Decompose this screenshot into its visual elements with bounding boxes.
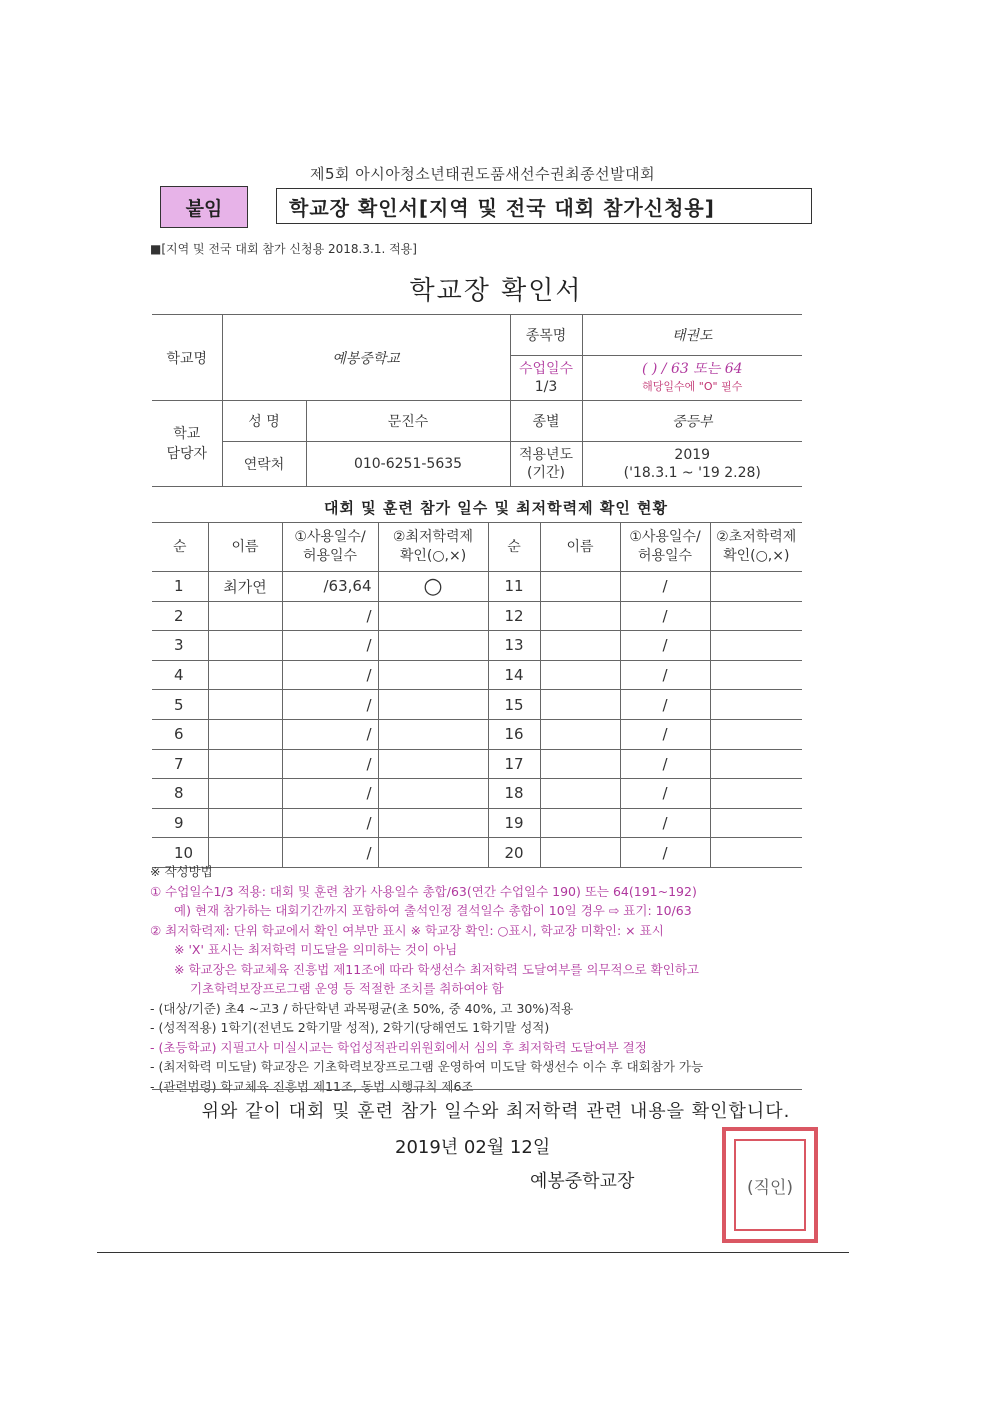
row-mark-right — [710, 660, 802, 690]
row-days-left: / — [282, 779, 378, 809]
row-no-right: 16 — [488, 719, 540, 749]
row-mark-right — [710, 779, 802, 809]
table-row — [152, 719, 802, 749]
row-name-left — [208, 601, 282, 631]
contact-value: 010-6251-5635 — [306, 442, 510, 487]
header-min-left-line1: ②최저학력제 — [392, 529, 474, 545]
note-2a: ② 최저학력제: 단위 학교에서 확인 여부만 표시 ※ 학교장 확인: ○표시, 학교장 미확인: × 표시 — [150, 922, 664, 938]
row-mark-right — [710, 631, 802, 661]
header-days-left-line2: 허용일수 — [302, 548, 358, 564]
note-4: - (성적적용) 1학기(전년도 2학기말 성적), 2학기(당해연도 1학기말 성적) — [150, 1020, 550, 1035]
row-mark-right — [710, 719, 802, 749]
category-label: 종별 — [510, 401, 582, 442]
note-2d: 기초학력보장프로그램 운영 등 적절한 조치를 취하여야 함 — [190, 981, 504, 996]
row-days-left: / — [282, 838, 378, 868]
row-mark-left — [378, 749, 488, 779]
note-5: - (초등학교) 지필고사 미실시교는 학업성적관리위원회에서 심의 후 최저학력 도달여부 결정 — [150, 1039, 647, 1055]
row-no-left: 4 — [152, 660, 208, 690]
notes-divider — [152, 1089, 802, 1090]
school-name-value: 예봉중학교 — [222, 315, 510, 401]
category-value: 중등부 — [582, 401, 802, 442]
row-mark-left — [378, 690, 488, 720]
row-mark-left — [378, 601, 488, 631]
row-name-left — [208, 719, 282, 749]
header-no-right: 순 — [488, 523, 540, 572]
header-name-left: 이름 — [208, 523, 282, 572]
row-name-right — [540, 601, 620, 631]
table-row — [152, 572, 802, 602]
row-no-right: 20 — [488, 838, 540, 868]
row-days-right: / — [620, 572, 710, 602]
row-days-left: / — [282, 631, 378, 661]
row-no-left: 6 — [152, 719, 208, 749]
row-days-right: / — [620, 601, 710, 631]
manager-label-line2: 담당자 — [166, 445, 208, 462]
row-days-right: / — [620, 660, 710, 690]
header-days-left — [282, 523, 378, 572]
document-title: 학교장 확인서 — [409, 276, 583, 306]
row-no-right: 17 — [488, 749, 540, 779]
row-no-left: 5 — [152, 690, 208, 720]
note-1b: 예) 현재 참가하는 대회기간까지 포함하여 출석인정 결석일수 총합이 10일 경우 ⇨ 표기: 10/63 — [174, 903, 692, 918]
row-name-right — [540, 779, 620, 809]
row-days-right: / — [620, 690, 710, 720]
contact-label: 연락처 — [222, 442, 306, 487]
row-days-left: / — [282, 690, 378, 720]
class-days-fraction: 1/3 — [534, 379, 558, 395]
row-mark-left — [378, 660, 488, 690]
row-days-left: / — [282, 749, 378, 779]
row-name-right — [540, 749, 620, 779]
row-no-right: 14 — [488, 660, 540, 690]
row-no-left: 2 — [152, 601, 208, 631]
row-no-right: 11 — [488, 572, 540, 602]
roster-table — [152, 522, 802, 868]
row-no-left: 3 — [152, 631, 208, 661]
header-days-right-line2: 허용일수 — [637, 548, 693, 564]
note-7: - (관련법령) 학교체육 진흥법 제11조, 동법 시행규칙 제6조 — [150, 1078, 474, 1094]
row-mark-right — [710, 572, 802, 602]
row-mark-left — [378, 719, 488, 749]
row-days-right: / — [620, 808, 710, 838]
row-no-right: 15 — [488, 690, 540, 720]
header-days-right — [620, 523, 710, 572]
row-no-left: 1 — [152, 572, 208, 602]
table-row — [152, 601, 802, 631]
period-value: ('18.3.1 ~ '19 2.28) — [623, 465, 761, 481]
row-name-left — [208, 779, 282, 809]
row-name-left — [208, 660, 282, 690]
header-min-right-line2: 확인(○,×) — [723, 548, 790, 564]
table-row — [152, 631, 802, 661]
row-days-right: / — [620, 838, 710, 868]
table-row — [152, 749, 802, 779]
row-days-left: / — [282, 601, 378, 631]
row-days-left: /63,64 — [282, 572, 378, 602]
row-days-left: / — [282, 808, 378, 838]
class-days-value-cell — [582, 356, 802, 401]
header-min-left-line2: 확인(○,×) — [399, 548, 467, 564]
form-title: 학교장 확인서[지역 및 전국 대회 참가신청용] — [276, 188, 812, 224]
school-info-table — [152, 314, 802, 487]
row-no-right: 18 — [488, 779, 540, 809]
row-mark-right — [710, 749, 802, 779]
row-mark-left — [378, 631, 488, 661]
roster-section-title: 대회 및 훈련 참가 일수 및 최저학력제 확인 현황 — [323, 499, 669, 517]
class-days-value: ( ) / 63 또는 64 — [641, 361, 743, 377]
note-6: - (최저학력 미도달) 학교장은 기초학력보장프로그램 운영하여 미도달 학생선수 이수 후 대회참가 가능 — [150, 1059, 704, 1074]
class-days-label-text: 수업일수 — [518, 361, 574, 377]
row-name-right — [540, 719, 620, 749]
row-mark-right — [710, 808, 802, 838]
seal-label: (직인) — [747, 1173, 793, 1198]
row-no-left: 10 — [152, 838, 208, 868]
row-name-left — [208, 808, 282, 838]
notes-heading: ※ 작성방법 — [150, 864, 213, 879]
header-name-right: 이름 — [540, 523, 620, 572]
attachment-badge: 붙임 — [160, 186, 248, 228]
event-title: 제5회 아시아청소년태권도품새선수권최종선발대회 — [310, 165, 656, 183]
issue-date: 2019년 02월 12일 — [395, 1137, 551, 1158]
row-days-left: / — [282, 719, 378, 749]
name-value: 문진수 — [306, 401, 510, 442]
manager-label-line1: 학교 — [173, 425, 201, 442]
row-name-left — [208, 631, 282, 661]
note-2b: ※ 'X' 표시는 최저학력 미도달을 의미하는 것이 아님 — [174, 942, 458, 957]
confirmation-statement: 위와 같이 대회 및 훈련 참가 일수와 최저학력 관련 내용을 확인합니다. — [201, 1101, 791, 1122]
instructions — [150, 862, 810, 1096]
year-label — [510, 442, 582, 487]
row-no-right: 12 — [488, 601, 540, 631]
header-min-left — [378, 523, 488, 572]
table-row — [152, 808, 802, 838]
row-name-left — [208, 749, 282, 779]
row-no-left: 9 — [152, 808, 208, 838]
table-row — [152, 660, 802, 690]
header-no-left: 순 — [152, 523, 208, 572]
application-note: ■[지역 및 전국 대회 참가 신청용 2018.3.1. 적용] — [150, 242, 417, 256]
row-name-right — [540, 690, 620, 720]
row-name-right — [540, 572, 620, 602]
header-min-right-line1: ②초저학력제 — [716, 529, 797, 545]
note-2c: ※ 학교장은 학교체육 진흥법 제11조에 따라 학생선수 최저학력 도달여부를 의무적으로 확인하고 — [174, 961, 699, 977]
page-bottom-rule — [97, 1252, 849, 1253]
row-days-right: / — [620, 631, 710, 661]
row-no-left: 8 — [152, 779, 208, 809]
sport-label: 종목명 — [510, 315, 582, 356]
school-name-label: 학교명 — [152, 315, 222, 401]
row-days-right: / — [620, 779, 710, 809]
principal-signature-line: 예봉중학교장 — [530, 1171, 635, 1192]
class-days-label — [510, 356, 582, 401]
year-value-cell — [582, 442, 802, 487]
row-days-right: / — [620, 719, 710, 749]
official-seal-stamp — [722, 1127, 818, 1243]
class-days-note: 해당일수에 "O" 필수 — [642, 380, 743, 393]
header-min-right — [710, 523, 802, 572]
header-days-right-line1: ①사용일수/ — [629, 529, 701, 545]
row-mark-right — [710, 601, 802, 631]
row-name-right — [540, 660, 620, 690]
row-mark-left: ○ — [378, 572, 488, 602]
note-1a: ① 수업일수1/3 적용: 대회 및 훈련 참가 사용일수 총합/63(연간 수업일수 190) 또는 64(191~192) — [150, 883, 697, 899]
year-label-line1: 적용년도 — [518, 447, 574, 463]
row-days-left: / — [282, 660, 378, 690]
row-name-right — [540, 808, 620, 838]
row-no-right: 19 — [488, 808, 540, 838]
row-mark-left — [378, 779, 488, 809]
name-label: 성 명 — [222, 401, 306, 442]
row-mark-left — [378, 808, 488, 838]
row-name-left — [208, 690, 282, 720]
sport-value: 태권도 — [582, 315, 802, 356]
row-no-left: 7 — [152, 749, 208, 779]
manager-label — [152, 401, 222, 487]
year-value: 2019 — [674, 447, 711, 463]
note-3: - (대상/기준) 초4 ~고3 / 하단학년 과목평균(초 50%, 중 40%, 고 30%)적용 — [150, 1000, 574, 1016]
table-row — [152, 690, 802, 720]
row-no-right: 13 — [488, 631, 540, 661]
row-name-left: 최가연 — [208, 572, 282, 602]
row-days-right: / — [620, 749, 710, 779]
row-mark-right — [710, 690, 802, 720]
table-row — [152, 779, 802, 809]
year-label-line2: (기간) — [527, 465, 565, 481]
row-name-right — [540, 631, 620, 661]
header-days-left-line1: ①사용일수/ — [294, 529, 366, 545]
